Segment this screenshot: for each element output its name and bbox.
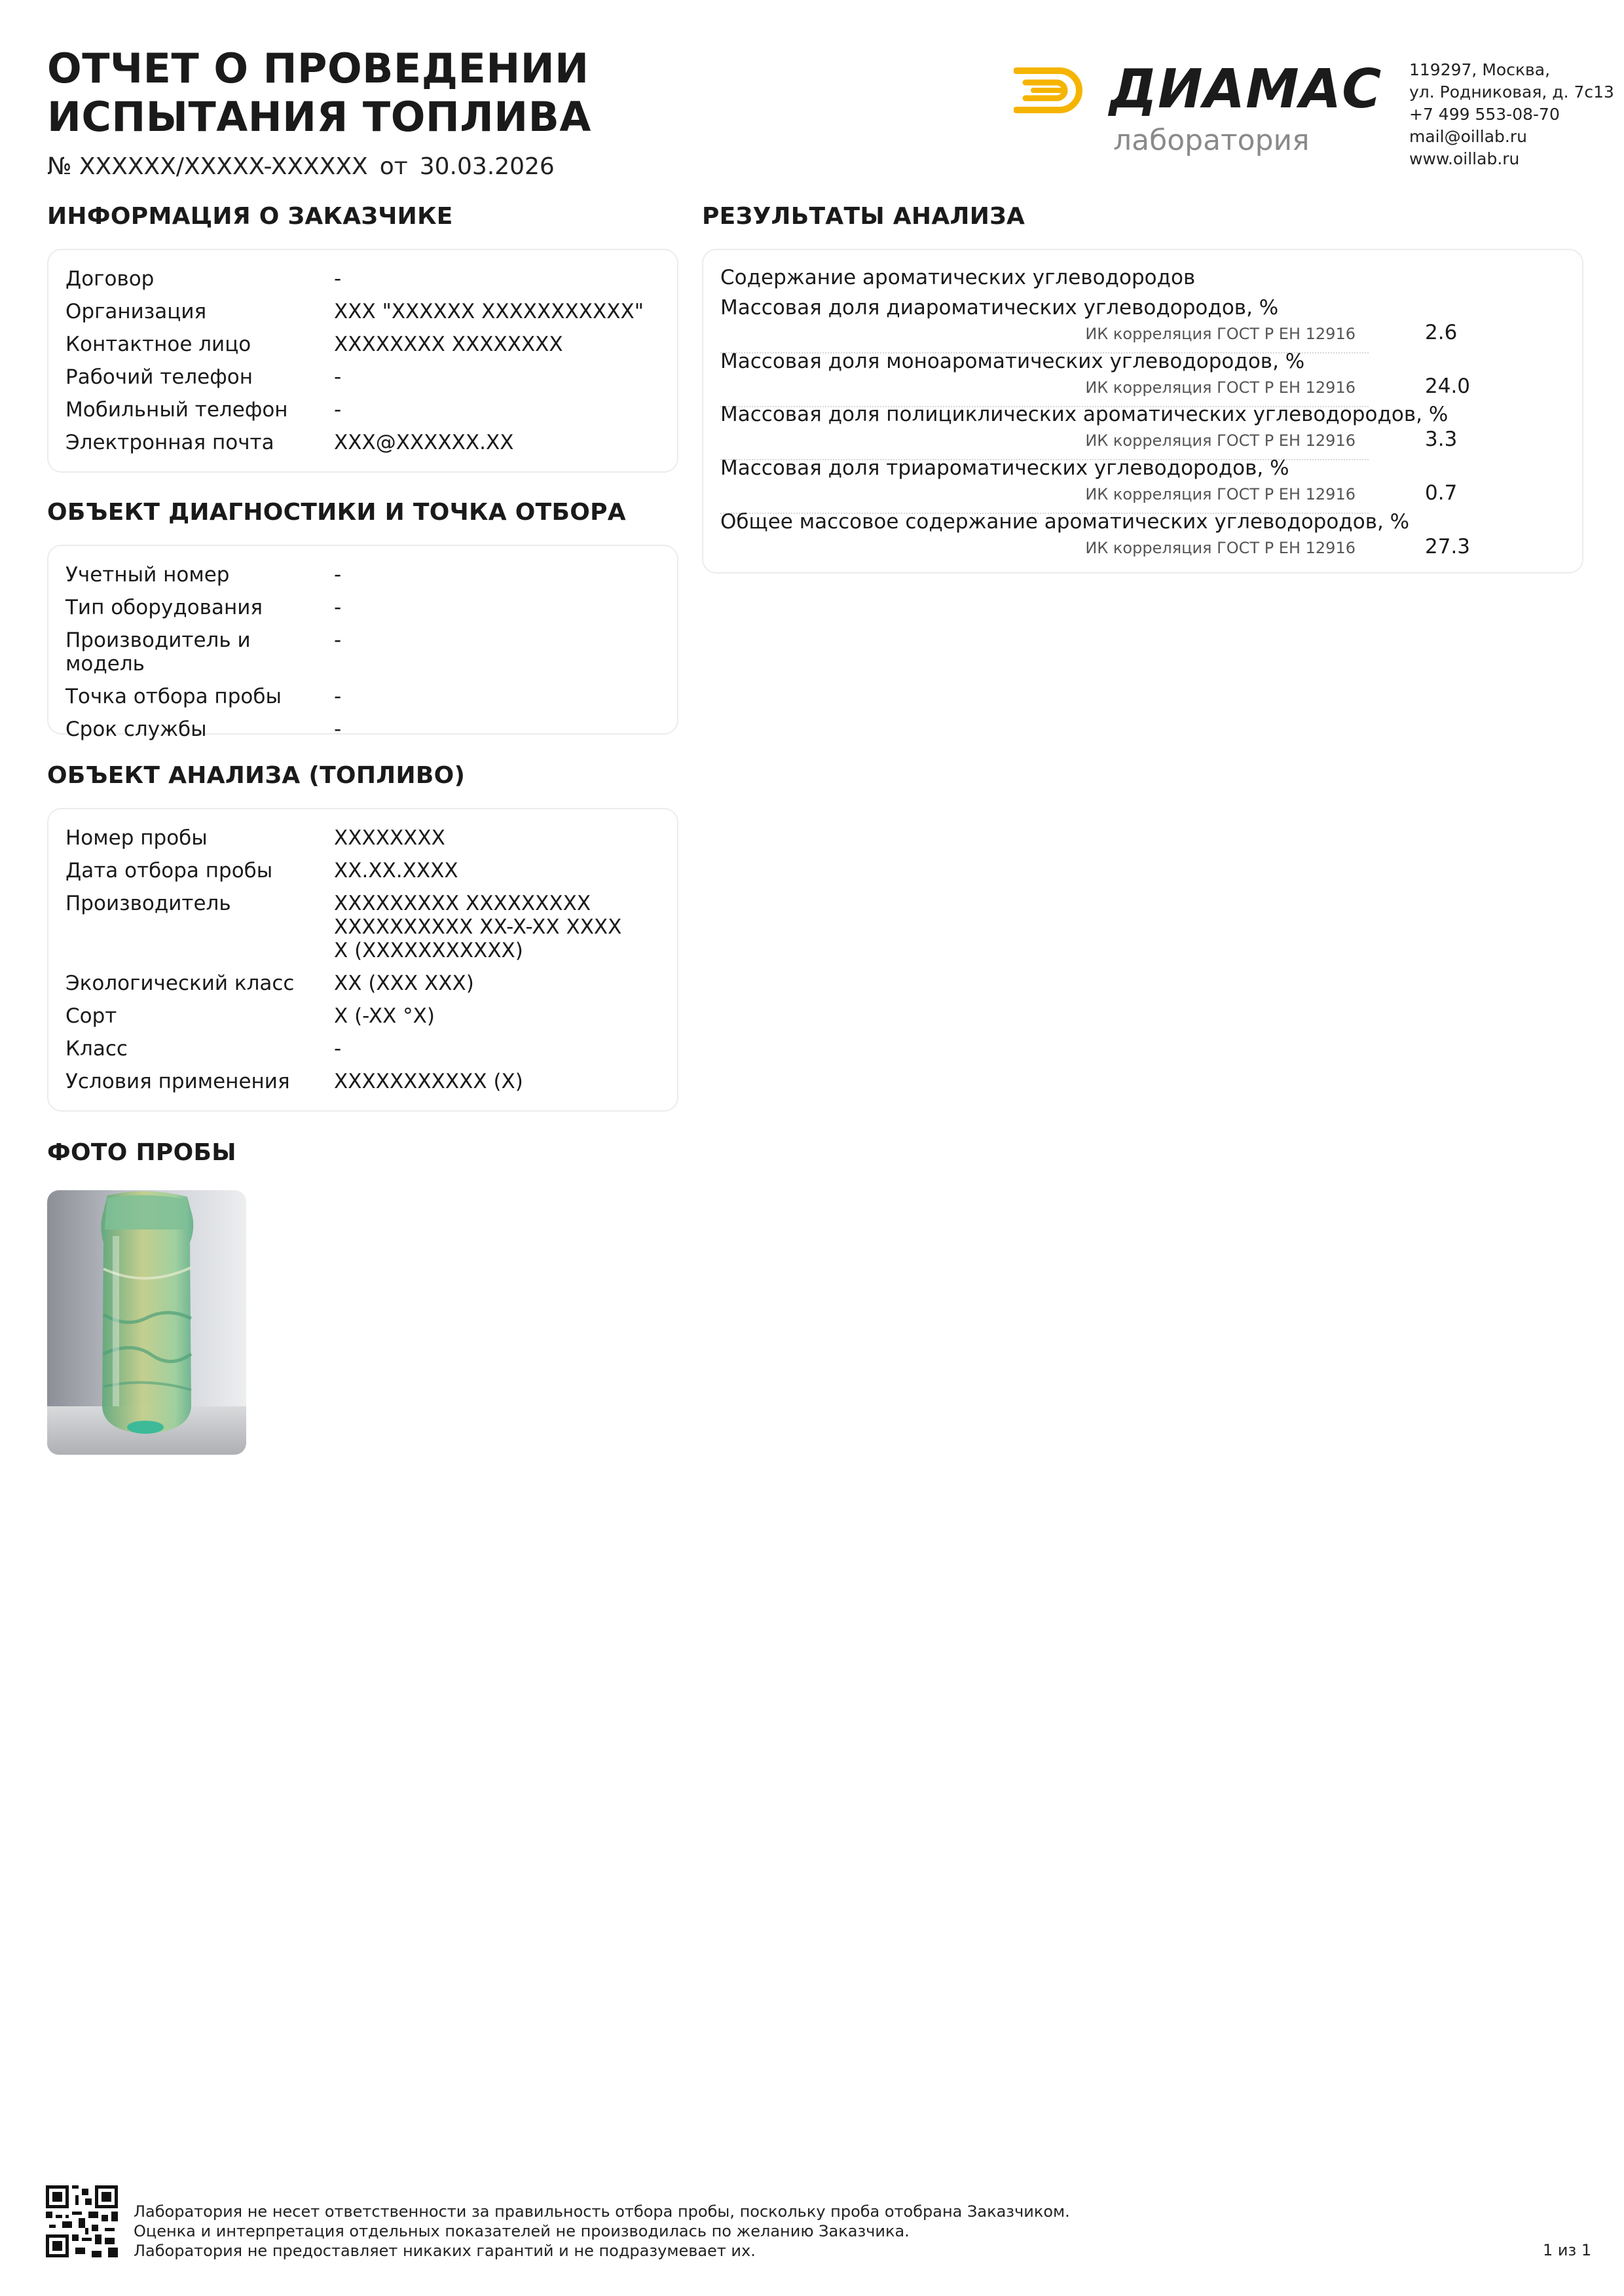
result-method: ИК корреляция ГОСТ Р ЕН 12916 [1085, 325, 1356, 343]
contact-email: mail@oillab.ru [1409, 127, 1527, 146]
sample-bottle-image [47, 1190, 246, 1455]
brand-name: ДИАМАС [1109, 58, 1382, 120]
customer-row-contact-person [65, 333, 664, 356]
field-value: X (-XX °X) [334, 1004, 435, 1028]
customer-row-mobile-phone [65, 398, 664, 422]
fuel-row-sample-number [65, 826, 664, 850]
diagnostics-row-equipment-type [65, 596, 664, 619]
photo-heading: ФОТО ПРОБЫ [47, 1139, 236, 1166]
customer-row-work-phone [65, 365, 664, 389]
field-label: Договор [65, 267, 155, 291]
fuel-row-sampling-date [65, 859, 664, 883]
field-value: - [334, 685, 342, 708]
fuel-row-manufacturer [65, 892, 664, 962]
diagnostics-row-service-life [65, 718, 664, 741]
title-line-2: ИСПЫТАНИЯ ТОПЛИВА [47, 93, 591, 141]
footer-disclaimer [134, 2202, 1070, 2261]
field-label: Сорт [65, 1004, 117, 1028]
field-label: Дата отбора пробы [65, 859, 273, 883]
diagnostics-row-manufacturer-model [65, 629, 664, 676]
field-value: XXXXXXXX XXXXXXXX [334, 333, 563, 356]
results-card [702, 249, 1583, 574]
results-group-title: Содержание ароматических углеводородов [720, 266, 1196, 289]
fuel-row-class [65, 1037, 664, 1061]
contacts-block [1409, 59, 1614, 170]
diagnostics-heading: ОБЪЕКТ ДИАГНОСТИКИ И ТОЧКА ОТБОРА [47, 499, 626, 526]
contact-address-line-1: 119297, Москва, [1409, 60, 1551, 79]
sample-photo[interactable] [47, 1190, 246, 1455]
disclaimer-line-1: Лаборатория не несет ответственности за правильность отбора пробы, поскольку проба отобрана Заказчиком. [134, 2202, 1070, 2221]
result-row-diaromatic [720, 296, 1565, 350]
field-label: Электронная почта [65, 431, 274, 454]
customer-row-email [65, 431, 664, 454]
field-value: - [334, 365, 342, 389]
result-method: ИК корреляция ГОСТ Р ЕН 12916 [1085, 485, 1356, 503]
result-value: 3.3 [1425, 428, 1458, 451]
diagnostics-list [65, 563, 664, 750]
diagnostics-row-sampling-point [65, 685, 664, 708]
result-name: Массовая доля моноароматических углеводородов, % [720, 350, 1305, 373]
field-label: Производитель и модель [65, 629, 251, 676]
field-label: Экологический класс [65, 972, 295, 995]
customer-row-organization [65, 300, 664, 323]
field-value: XX (XXX XXX) [334, 972, 474, 995]
contact-address-line-2: ул. Родниковая, д. 7с13 [1409, 82, 1614, 101]
title-line-1: ОТЧЕТ О ПРОВЕДЕНИИ [47, 45, 589, 92]
result-row-total-aromatic [720, 510, 1565, 564]
fuel-row-eco-class [65, 972, 664, 995]
field-value: XXX "XXXXXX XXXXXXXXXXX" [334, 300, 644, 323]
field-value: - [334, 398, 342, 422]
field-label: Точка отбора пробы [65, 685, 282, 708]
brand-subtitle: лаборатория [1113, 124, 1310, 157]
result-value: 0.7 [1425, 481, 1458, 505]
field-label: Мобильный телефон [65, 398, 288, 422]
qr-code-icon[interactable] [46, 2185, 118, 2257]
report-number: № XXXXXX/XXXXX-XXXXXX [47, 153, 368, 180]
field-label: Срок службы [65, 718, 207, 741]
disclaimer-line-3: Лаборатория не предоставляет никаких гарантий и не подразумевает их. [134, 2242, 756, 2260]
field-label: Тип оборудования [65, 596, 263, 619]
field-value: XX.XX.XXXX [334, 859, 458, 883]
contact-phone: +7 499 553-08-70 [1409, 105, 1560, 124]
result-method: ИК корреляция ГОСТ Р ЕН 12916 [1085, 539, 1356, 557]
field-label: Контактное лицо [65, 333, 251, 356]
diamas-logo-icon [1014, 67, 1090, 114]
customer-card [47, 249, 678, 473]
customer-heading: ИНФОРМАЦИЯ О ЗАКАЗЧИКЕ [47, 203, 453, 230]
field-label: Класс [65, 1037, 128, 1061]
result-row-triaromatic [720, 456, 1565, 510]
results-heading: РЕЗУЛЬТАТЫ АНАЛИЗА [702, 203, 1025, 230]
result-name: Общее массовое содержание ароматических углеводородов, % [720, 510, 1410, 534]
fuel-row-usage-conditions [65, 1070, 664, 1093]
result-name: Массовая доля триароматических углеводородов, % [720, 456, 1289, 480]
fuel-card [47, 808, 678, 1112]
customer-row-contract [65, 267, 664, 291]
result-row-polycyclic [720, 403, 1565, 456]
result-method: ИК корреляция ГОСТ Р ЕН 12916 [1085, 431, 1356, 450]
field-value: - [334, 718, 342, 741]
page-counter: 1 из 1 [1543, 2241, 1592, 2259]
result-method: ИК корреляция ГОСТ Р ЕН 12916 [1085, 378, 1356, 397]
field-value: - [334, 596, 342, 619]
field-value: - [334, 267, 342, 291]
field-value: XXXXXXXX [334, 826, 445, 850]
diagnostics-card [47, 545, 678, 741]
field-label: Рабочий телефон [65, 365, 253, 389]
disclaimer-line-2: Оценка и интерпретация отдельных показателей не производилась по желанию Заказчика. [134, 2222, 910, 2240]
field-label: Номер пробы [65, 826, 208, 850]
report-number-line [47, 153, 566, 180]
result-value: 24.0 [1425, 374, 1471, 398]
field-label: Производитель [65, 892, 231, 915]
result-name: Массовая доля диароматических углеводородов, % [720, 296, 1279, 319]
customer-list [65, 267, 664, 464]
result-name: Массовая доля полициклических ароматических углеводородов, % [720, 403, 1449, 426]
result-row-monoaromatic [720, 350, 1565, 403]
field-label: Условия применения [65, 1070, 290, 1093]
field-value: XXXXXXXXX XXXXXXXXX XXXXXXXXXX XX-X-XX XXXX X (XXXXXXXXXXX) [334, 892, 622, 962]
report-date: 30.03.2026 [419, 153, 555, 180]
field-label: Организация [65, 300, 207, 323]
contact-website: www.oillab.ru [1409, 149, 1520, 168]
field-value: - [334, 563, 342, 587]
date-prefix: от [379, 153, 408, 180]
fuel-heading: ОБЪЕКТ АНАЛИЗА (ТОПЛИВО) [47, 762, 466, 789]
fuel-row-grade [65, 1004, 664, 1028]
result-value: 2.6 [1425, 321, 1458, 344]
field-value: - [334, 629, 342, 652]
result-value: 27.3 [1425, 535, 1471, 558]
report-title [47, 45, 591, 141]
field-value: XXX@XXXXXX.XX [334, 431, 514, 454]
field-value: XXXXXXXXXXX (X) [334, 1070, 523, 1093]
fuel-list [65, 826, 664, 1102]
diagnostics-row-account-number [65, 563, 664, 587]
field-label: Учетный номер [65, 563, 230, 587]
field-value: - [334, 1037, 342, 1061]
